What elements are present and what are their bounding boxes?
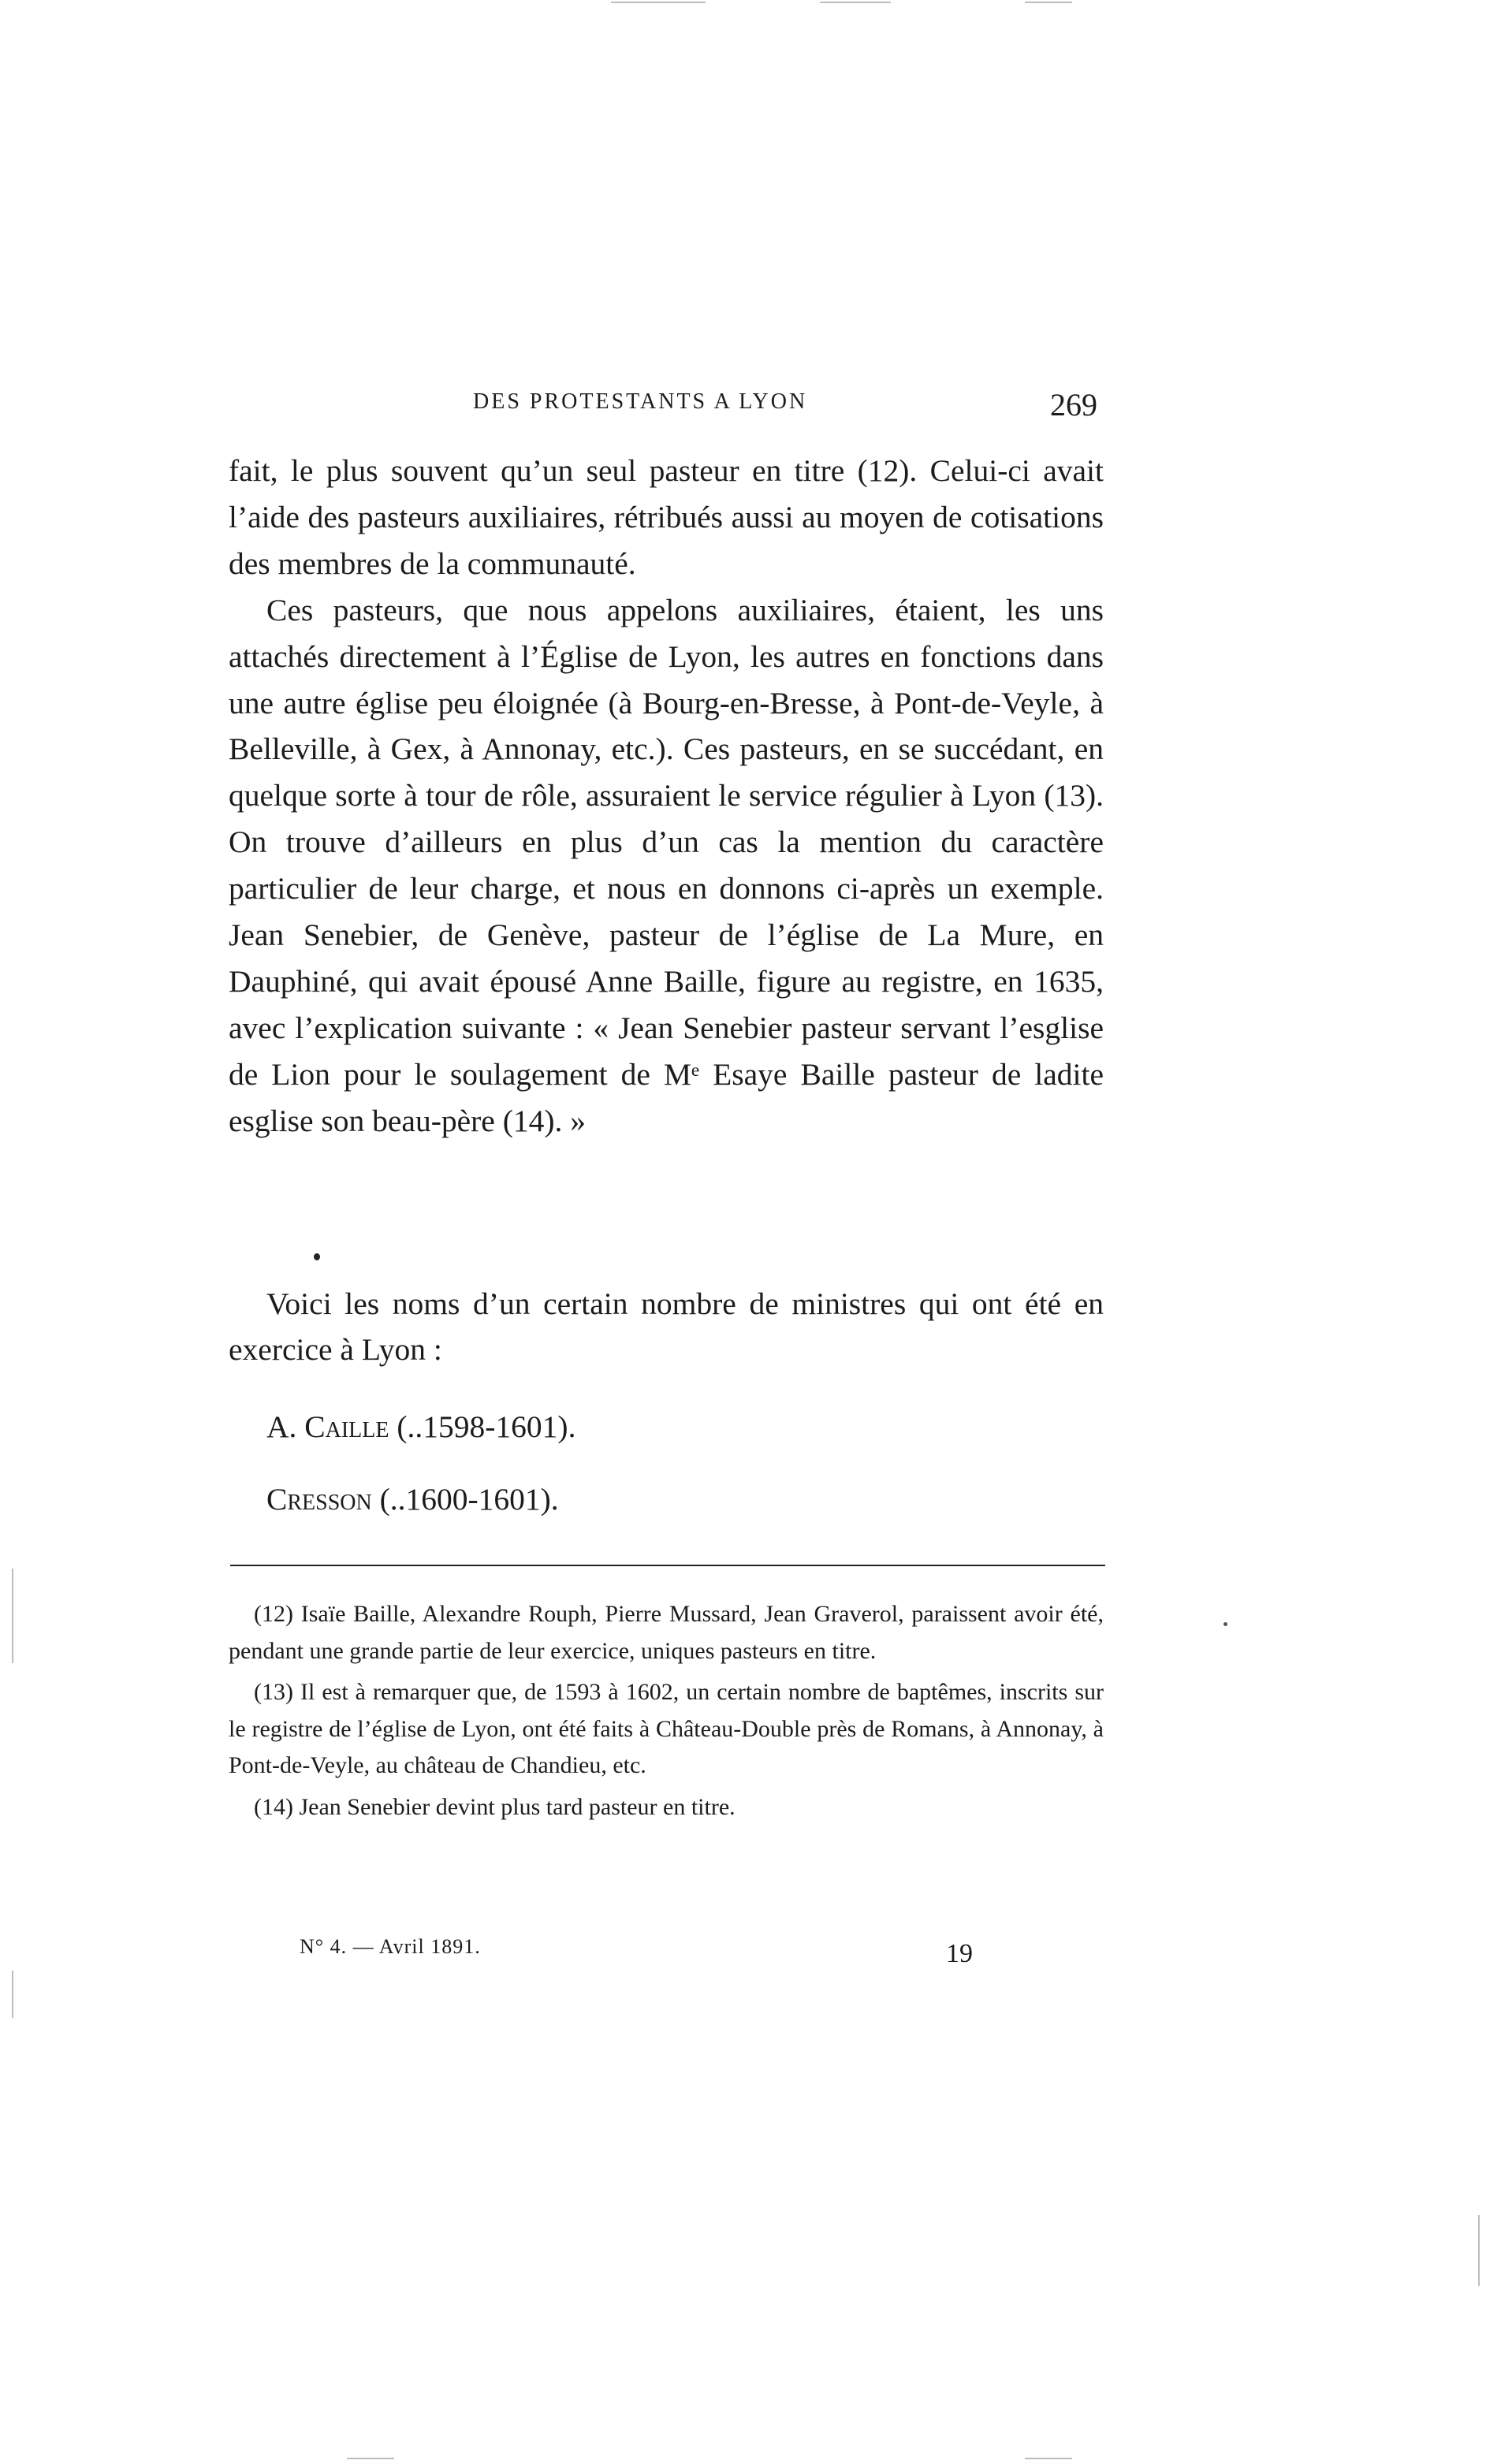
- scan-artifact: [820, 2, 891, 3]
- main-text: [229, 448, 1104, 1145]
- paragraph: fait, le plus souvent qu’un seul pasteur en titre (12). Celui-ci avait l’aide des pasteurs auxiliaires, rétribués aussi au moyen de cotisations des membres de la communauté.: [229, 453, 1104, 581]
- footnote: (12) Isaïe Baille, Alexandre Rouph, Pierre Mussard, Jean Graverol, paraissent avoir été, pendant une grande partie de leur exercice, uniques pasteurs en titre.: [229, 1601, 1104, 1664]
- page-number: 269: [1050, 387, 1097, 422]
- minister-dates: (..1598-1601).: [389, 1409, 576, 1444]
- footnote: (14) Jean Senebier devint plus tard pasteur en titre.: [254, 1793, 736, 1820]
- minister-dates: (..1600-1601).: [371, 1482, 559, 1517]
- paragraph: Voici les noms d’un certain nombre de ministres qui ont été en exercice à Lyon :: [229, 1286, 1104, 1367]
- paragraph: Ces pasteurs, que nous appelons auxiliaires, étaient, les uns attachés directement à l’Église de Lyon, les autres en fonctions dans une autre église peu éloignée (à Bourg-en-Bresse, à Pont-de-Veyle, à Belleville, à Gex, à Annonay, etc.). Ces pasteurs, en se succédant, en quelque sorte à tour de rôle, assuraient le service régulier à Lyon (13). On trouve d’ailleurs en plus d’un cas la mention du caractère particulier de leur charge, et nous en donnons ci-après un exemple. Jean Senebier, de Genève, pasteur de l’église de La Mure, en Dauphiné, qui avait épousé Anne Baille, figure au registre, en 1635, avec l’explication suivante : « Jean Senebier pasteur servant l’esglise de Lion pour le soulagement de Mᵉ Esaye Baille pasteur de ladite esglise son beau-père (14). »: [229, 592, 1104, 1138]
- minister-name: Caille: [304, 1409, 389, 1444]
- minister-name: Cresson: [266, 1482, 372, 1517]
- issue-signature: N° 4. — Avril 1891.: [300, 1935, 481, 1958]
- scan-artifact: [347, 2458, 394, 2459]
- scan-artifact: [1478, 2215, 1480, 2286]
- footnotes: [229, 1596, 1104, 1830]
- sheet-number: 19: [946, 1939, 973, 1968]
- scan-artifact: [1025, 2, 1072, 3]
- running-header: [229, 386, 1104, 426]
- footnote-divider: [230, 1565, 1105, 1566]
- stray-dot-mark: [314, 1253, 320, 1260]
- scan-artifact: [12, 1971, 13, 2018]
- scan-artifact: [1025, 2458, 1072, 2459]
- footnote: (13) Il est à remarquer que, de 1593 à 1602, un certain nombre de baptêmes, inscrits sur le registre de l’église de Lyon, ont été faits à Château-Double près de Romans, à Annonay, à Pont-de-Veyle, au château de Chandieu, etc.: [229, 1679, 1104, 1778]
- ministers-intro: [229, 1281, 1104, 1372]
- scan-artifact: [12, 1569, 13, 1663]
- running-title: DES PROTESTANTS A LYON: [473, 389, 808, 414]
- scan-artifact: [611, 2, 706, 3]
- minister-entry: [266, 1480, 559, 1519]
- stray-dot-mark: [1223, 1622, 1227, 1626]
- minister-entry: [266, 1407, 575, 1446]
- minister-prefix: A.: [266, 1409, 305, 1444]
